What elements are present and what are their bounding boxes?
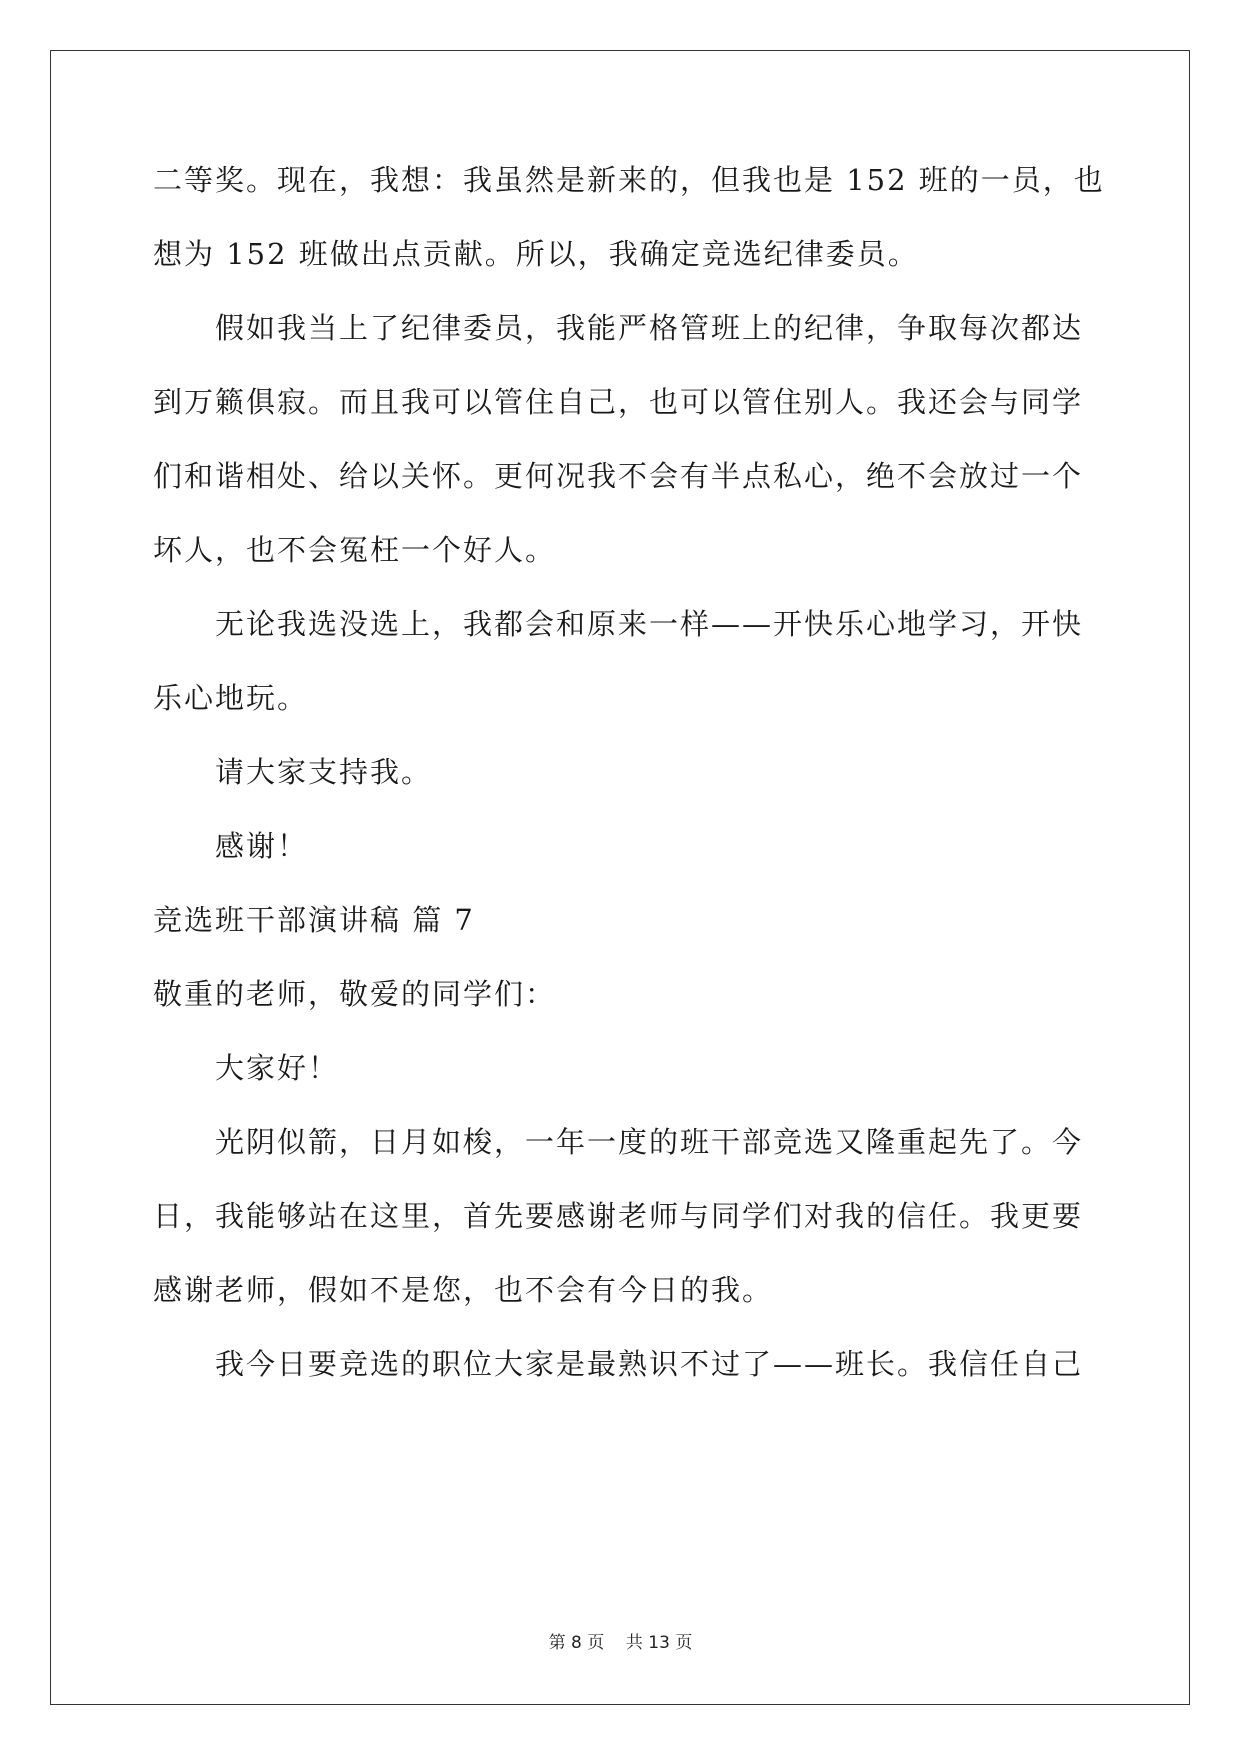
text-line: 乐心地玩。 (153, 681, 309, 715)
text-line: 想为 152 班做出点贡献。所以，我确定竞选纪律委员。 (153, 237, 919, 271)
text-line: 到万籁俱寂。而且我可以管住自己，也可以管住别人。我还会与同学 (153, 385, 1084, 419)
text-line: 坏人，也不会冤枉一个好人。 (153, 533, 557, 567)
text-line: 感谢老师，假如不是您，也不会有今日的我。 (153, 1273, 774, 1307)
text-line: 假如我当上了纪律委员，我能严格管班上的纪律，争取每次都达 (215, 311, 1084, 345)
text-line: 无论我选没选上，我都会和原来一样——开快乐心地学习，开快 (215, 607, 1084, 641)
text-line: 感谢！ (215, 829, 309, 863)
greeting: 大家好！ (215, 1051, 340, 1085)
text-line: 日，我能够站在这里，首先要感谢老师与同学们对我的信任。我更要 (153, 1199, 1084, 1233)
page-border (50, 50, 1190, 1705)
text-line: 光阴似箭，日月如梭，一年一度的班干部竞选又隆重起先了。今 (215, 1125, 1084, 1159)
salutation: 敬重的老师，敬爱的同学们： (153, 977, 557, 1011)
text-line: 请大家支持我。 (215, 755, 433, 789)
text-line: 二等奖。现在，我想：我虽然是新来的，但我也是 152 班的一员，也 (153, 163, 1105, 197)
section-heading: 竞选班干部演讲稿 篇 7 (153, 903, 475, 937)
page-number: 第 8 页 共 13 页 (548, 1633, 693, 1653)
text-line: 我今日要竞选的职位大家是最熟识不过了——班长。我信任自己 (215, 1347, 1084, 1381)
text-line: 们和谐相处、给以关怀。更何况我不会有半点私心，绝不会放过一个 (153, 459, 1084, 493)
